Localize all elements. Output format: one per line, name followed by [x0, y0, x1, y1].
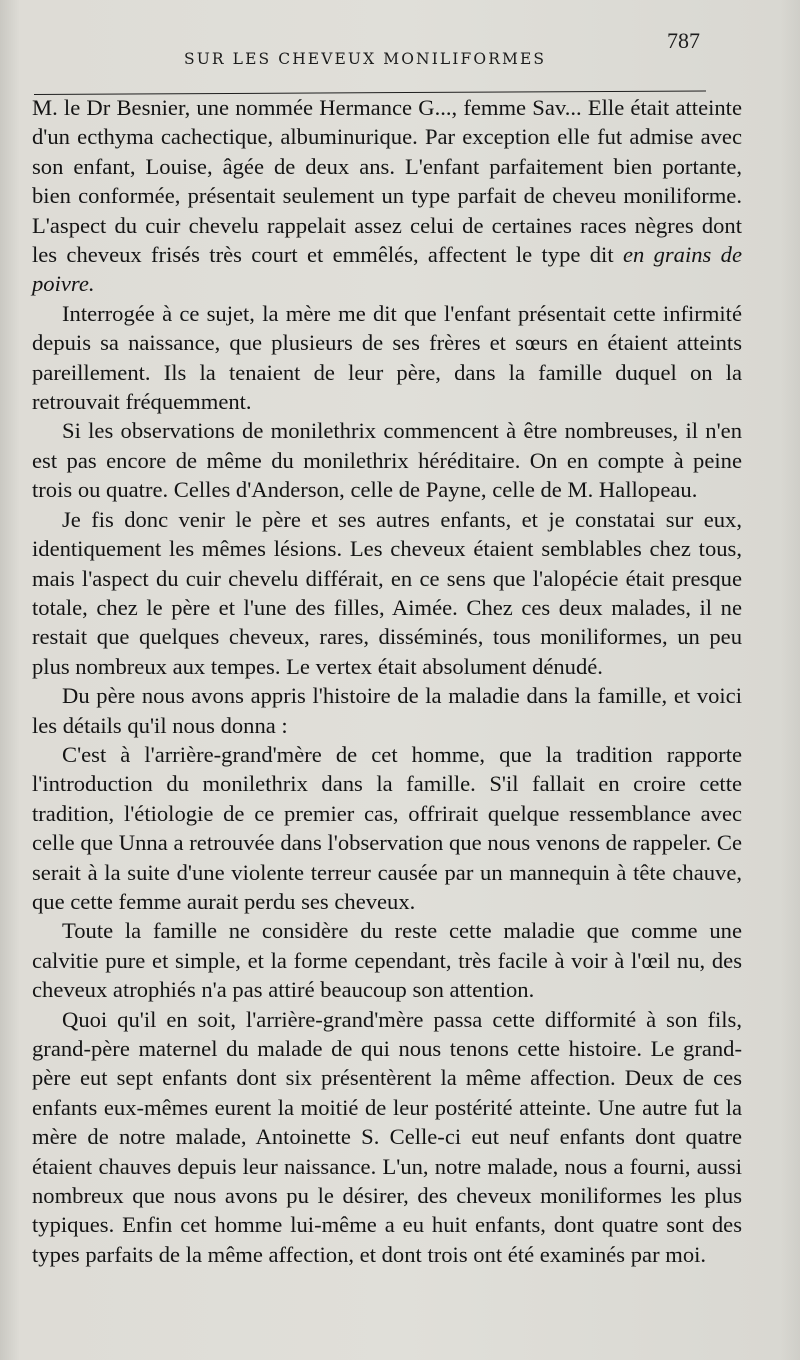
running-head: SUR LES CHEVEUX MONILIFORMES: [184, 50, 547, 68]
paragraph: C'est à l'arrière-grand'mère de cet homme, que la tradition rapporte l'introduction du monilethrix dans la famille. S'il fallait en croire cette tradition, l'étiologie de ce premier cas, offrirait quelque ressemblance avec celle que Unna a retrouvée dans l'observation que nous venons de rappeler. Ce serait à la suite d'une violente terreur causée par un mannequin à tête chauve, que cette femme aurait perdu ses cheveux.: [32, 741, 742, 914]
paragraph: [32, 93, 742, 299]
paragraph: Si les observations de monilethrix commencent à être nombreuses, il n'en est pas encore de même du monilethrix héréditaire. On en compte à peine trois ou quatre. Celles d'Anderson, celle de Payne, celle de M. Hallopeau.: [32, 418, 742, 503]
body-text: [32, 93, 742, 1269]
paragraph: Je fis donc venir le père et ses autres enfants, et je constatai sur eux, identiquement les mêmes lésions. Les cheveux étaient semblables chez tous, mais l'aspect du cuir chevelu différait, en ce sens que l'alopécie était presque totale, chez le père et l'une des filles, Aimée. Chez ces deux malades, il ne restait que quelques cheveux, rares, disséminés, tous moniliformes, un peu plus nombreux aux tempes. Le vertex était absolument dénudé.: [32, 506, 742, 679]
page-number: 787: [667, 28, 700, 53]
paragraph: Interrogée à ce sujet, la mère me dit que l'enfant présentait cette infirmité depuis sa naissance, que plusieurs de ses frères et sœurs en étaient atteints pareillement. Ils la tenaient de leur père, dans la famille duquel on la retrouvait fréquemment.: [32, 300, 742, 415]
italic-phrase: en grains de poivre.: [32, 242, 743, 297]
paragraph: Quoi qu'il en soit, l'arrière-grand'mère passa cette difformité à son fils, grand-père maternel du malade de qui nous tenons cette histoire. Le grand-père eut sept enfants dont six présentèrent la même affection. Deux de ces enfants eux-mêmes eurent la moitié de leur postérité atteinte. Une autre fut la mère de notre malade, Antoinette S. Celle-ci eut neuf enfants dont quatre étaient chauves depuis leur naissance. L'un, notre malade, nous a fourni, aussi nombreux que nous avons pu le désirer, des cheveux moniliformes les plus typiques. Enfin cet homme lui-même a eu huit enfants, dont quatre sont des types parfaits de la même affection, et dont trois ont été examinés par moi.: [32, 1006, 742, 1267]
page-header: [34, 28, 706, 92]
paragraph: Du père nous avons appris l'histoire de la maladie dans la famille, et voici les détails qu'il nous donna :: [32, 683, 742, 738]
paragraph-text: M. le Dr Besnier, une nommée Hermance G..., femme Sav... Elle était atteinte d'un ecthyma cachectique, albuminurique. Par exception elle fut admise avec son enfant, Louise, âgée de deux ans. L'enfant parfaitement bien portante, bien conformée, présentait seulement un type parfait de cheveu moniliforme. L'aspect du cuir chevelu rappelait assez celui de certaines races nègres dont les cheveux frisés très court et emmêlés, affectent le type dit: [32, 95, 742, 268]
paragraph: Toute la famille ne considère du reste cette maladie que comme une calvitie pure et simple, et la forme cependant, très facile à voir à l'œil nu, des cheveux atrophiés n'a pas attiré beaucoup son attention.: [32, 918, 742, 1003]
